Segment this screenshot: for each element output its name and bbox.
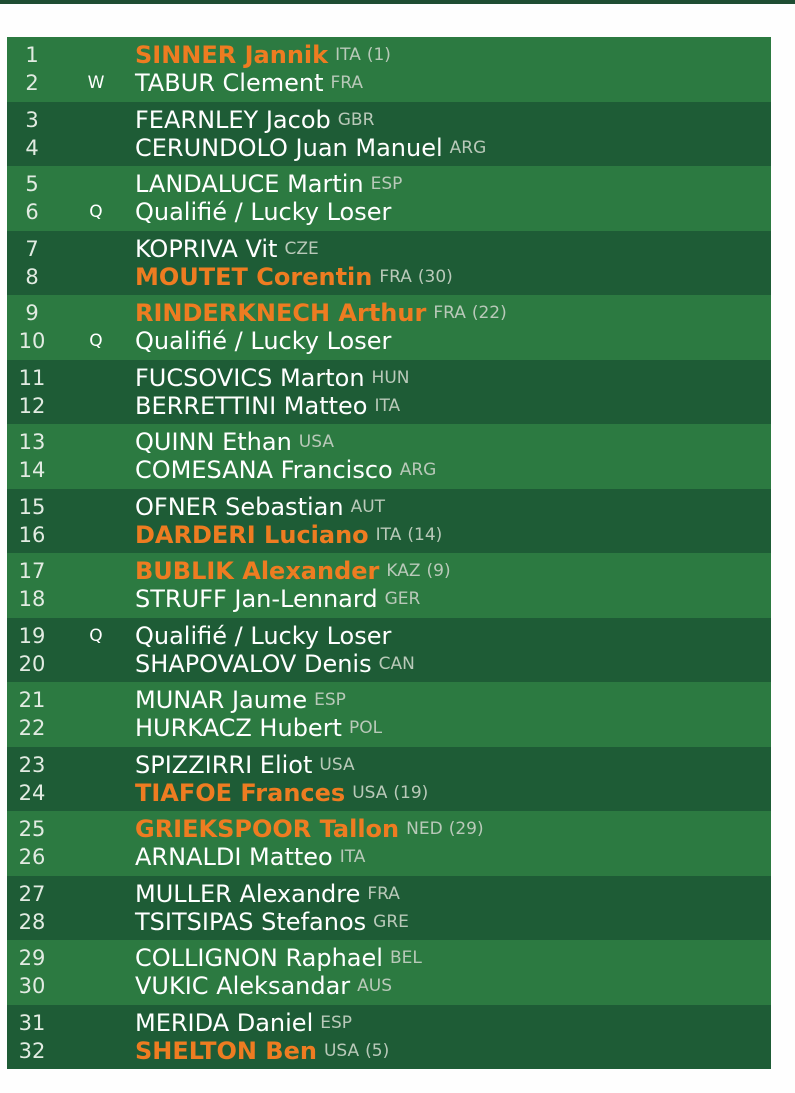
- player-row: [7, 133, 771, 163]
- match-block: [7, 553, 771, 618]
- player-row: [7, 520, 771, 550]
- player-country: CAN: [378, 653, 415, 674]
- player-row: [7, 455, 771, 485]
- match-block: [7, 1005, 771, 1070]
- player-country: USA: [319, 754, 355, 775]
- draw-table: [7, 37, 771, 1069]
- player-country: NED: [406, 819, 443, 839]
- player-name: Qualifié / Lucky Loser: [135, 621, 392, 650]
- player-row: [7, 105, 771, 135]
- player-name: GRIEKSPOOR Tallon: [135, 815, 400, 843]
- player-row: [7, 363, 771, 393]
- player-name: COLLIGNON Raphael: [135, 944, 383, 972]
- player-country: ESP: [370, 174, 403, 194]
- player-name: BERRETTINI Matteo: [135, 391, 368, 420]
- draw-position: 32: [18, 1038, 46, 1063]
- player-country: HUN: [371, 367, 410, 388]
- player-row: [7, 584, 771, 614]
- player-name: Qualifié / Lucky Loser: [135, 327, 392, 355]
- draw-position: 7: [25, 236, 39, 261]
- player-country: ARG: [399, 460, 437, 480]
- player-row: [7, 326, 771, 356]
- player-row: [7, 234, 771, 264]
- player-country: FRA: [433, 303, 466, 323]
- player-row: [7, 750, 771, 780]
- match-block: [7, 618, 771, 683]
- player-seed: (14): [407, 524, 443, 545]
- player-row: [7, 427, 771, 457]
- player-name: SHAPOVALOV Denis: [135, 649, 372, 678]
- player-country: AUS: [357, 976, 393, 996]
- draw-position: 18: [18, 587, 46, 611]
- player-country: AUT: [350, 496, 386, 517]
- draw-position: 30: [18, 974, 46, 998]
- draw-position: 2: [25, 71, 39, 95]
- player-name: VUKIC Aleksandar: [135, 972, 351, 1000]
- draw-position: 26: [18, 845, 46, 869]
- entry-status: Q: [89, 202, 103, 222]
- player-name: SPIZZIRRI Eliot: [135, 750, 313, 779]
- draw-position: 21: [18, 688, 46, 712]
- header-bar: [0, 0, 795, 4]
- player-name: TABUR Clement: [135, 69, 324, 97]
- player-name: SHELTON Ben: [135, 1036, 317, 1065]
- draw-position: 20: [18, 651, 46, 676]
- player-country: USA: [298, 432, 334, 452]
- player-name: CERUNDOLO Juan Manuel: [135, 133, 443, 162]
- player-name: LANDALUCE Martin: [135, 170, 364, 198]
- player-country: GRE: [373, 911, 409, 932]
- player-name: FUCSOVICS Marton: [135, 363, 365, 392]
- player-country: ESP: [320, 1012, 353, 1033]
- draw-position: 5: [25, 172, 39, 196]
- player-name: HURKACZ Hubert: [135, 714, 342, 742]
- match-block: [7, 231, 771, 296]
- draw-position: 12: [18, 393, 46, 418]
- player-row: [7, 68, 771, 98]
- draw-position: 29: [18, 946, 46, 970]
- draw-position: 23: [18, 752, 46, 777]
- player-country: ITA: [375, 524, 402, 545]
- draw-position: 27: [18, 881, 46, 906]
- player-name: MERIDA Daniel: [135, 1008, 314, 1037]
- player-name: Qualifié / Lucky Loser: [135, 198, 392, 226]
- player-row: [7, 649, 771, 679]
- draw-position: 8: [25, 264, 39, 289]
- player-seed: (30): [417, 266, 453, 287]
- match-block: [7, 360, 771, 425]
- player-country: FRA: [379, 266, 412, 287]
- draw-position: 19: [18, 623, 46, 648]
- draw-position: 6: [25, 200, 39, 224]
- entry-status: Q: [89, 625, 103, 646]
- player-row: [7, 298, 771, 328]
- draw-position: 3: [25, 107, 39, 132]
- entry-status: Q: [89, 331, 103, 351]
- match-block: [7, 489, 771, 554]
- match-block: [7, 102, 771, 167]
- match-block: [7, 940, 771, 1005]
- draw-position: 10: [18, 329, 46, 353]
- player-name: COMESANA Francisco: [135, 456, 393, 484]
- player-name: STRUFF Jan-Lennard: [135, 585, 378, 613]
- player-name: BUBLIK Alexander: [135, 557, 380, 585]
- player-row: [7, 713, 771, 743]
- player-country: FRA: [330, 73, 364, 93]
- player-row: [7, 1036, 771, 1066]
- player-name: KOPRIVA Vit: [135, 234, 278, 263]
- player-name: ARNALDI Matteo: [135, 843, 333, 871]
- player-country: USA: [323, 1040, 360, 1061]
- player-row: [7, 685, 771, 715]
- draw-position: 14: [18, 458, 46, 482]
- player-row: [7, 814, 771, 844]
- player-country: ITA: [374, 395, 401, 416]
- player-name: RINDERKNECH Arthur: [135, 299, 427, 327]
- player-row: [7, 778, 771, 808]
- player-row: [7, 879, 771, 909]
- player-country: USA: [352, 782, 388, 803]
- draw-position: 28: [18, 909, 46, 934]
- player-name: OFNER Sebastian: [135, 492, 344, 521]
- player-row: [7, 971, 771, 1001]
- player-country: BEL: [389, 948, 422, 968]
- player-name: SINNER Jannik: [135, 41, 329, 69]
- player-country: GER: [384, 589, 421, 609]
- player-row: [7, 556, 771, 586]
- player-country: ARG: [449, 137, 487, 158]
- player-row: [7, 169, 771, 199]
- player-row: [7, 907, 771, 937]
- player-country: CZE: [284, 238, 319, 259]
- match-block: [7, 295, 771, 360]
- match-block: [7, 37, 771, 102]
- player-country: ESP: [314, 690, 346, 710]
- draw-position: 4: [25, 135, 39, 160]
- player-seed: (29): [448, 819, 484, 839]
- match-block: [7, 811, 771, 876]
- player-country: GBR: [337, 109, 375, 130]
- player-name: QUINN Ethan: [135, 428, 292, 456]
- player-name: TIAFOE Frances: [135, 778, 346, 807]
- entry-status: W: [87, 73, 105, 93]
- player-country: KAZ: [386, 561, 421, 581]
- player-seed: (5): [365, 1040, 390, 1061]
- player-row: [7, 943, 771, 973]
- draw-position: 13: [18, 430, 46, 454]
- player-name: MOUTET Corentin: [135, 262, 373, 291]
- match-block: [7, 747, 771, 812]
- draw-position: 16: [18, 522, 46, 547]
- match-block: [7, 876, 771, 941]
- player-name: DARDERI Luciano: [135, 520, 369, 549]
- player-name: FEARNLEY Jacob: [135, 105, 331, 134]
- draw-position: 22: [18, 716, 46, 740]
- player-country: POL: [348, 718, 383, 738]
- player-country: ITA: [339, 847, 366, 867]
- player-seed: (22): [471, 303, 507, 323]
- draw-position: 15: [18, 494, 46, 519]
- draw-position: 24: [18, 780, 46, 805]
- player-seed: (19): [393, 782, 429, 803]
- player-seed: (1): [366, 45, 391, 65]
- player-row: [7, 492, 771, 522]
- player-row: [7, 197, 771, 227]
- player-seed: (9): [426, 561, 451, 581]
- draw-position: 17: [18, 559, 46, 583]
- player-row: [7, 621, 771, 651]
- player-name: MULLER Alexandre: [135, 879, 361, 908]
- draw-position: 1: [25, 43, 39, 67]
- draw-position: 11: [18, 365, 46, 390]
- draw-position: 31: [18, 1010, 46, 1035]
- player-row: [7, 40, 771, 70]
- match-block: [7, 166, 771, 231]
- player-country: ITA: [335, 45, 361, 65]
- draw-position: 25: [18, 817, 46, 841]
- player-country: FRA: [367, 883, 400, 904]
- match-block: [7, 424, 771, 489]
- player-row: [7, 842, 771, 872]
- player-row: [7, 1008, 771, 1038]
- player-row: [7, 391, 771, 421]
- draw-position: 9: [25, 301, 39, 325]
- player-name: MUNAR Jaume: [135, 686, 308, 714]
- match-block: [7, 682, 771, 747]
- player-name: TSITSIPAS Stefanos: [135, 907, 367, 936]
- player-row: [7, 262, 771, 292]
